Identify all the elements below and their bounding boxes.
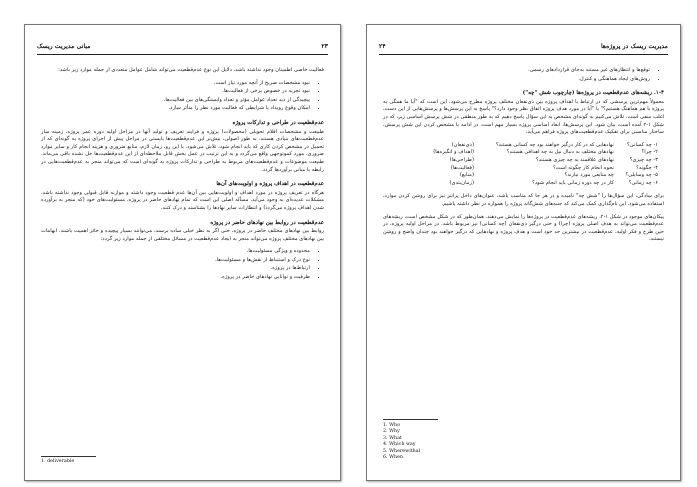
question-row	[383, 165, 664, 173]
question-label: ۵- چه وسایلی؟	[625, 172, 658, 179]
question-row	[383, 180, 664, 188]
question-label: ۳- چه چیزی؟	[629, 156, 658, 163]
bullet-list-1	[41, 80, 324, 113]
question-label: ۶- چه زمانی؟	[628, 179, 658, 186]
section-paragraph: هرگاه در تعریف پروژه در مورد اهداف و اولویت‌هایی بین آن‌ها عدم قطعیت وجود داشته و موازنه قابل قبولی وجود نداشته باشد، مشکلات عدیده‌ای به وجود می‌آید. مسأله اصلی این است که تمام نهادهای حاضر در پروژه، مسئولیت‌های خود (که منجر به برآورده شدن اهداف پروژه می‌گردد) و انتظارات سایر نهادها را بشناسند و درک کنند.	[41, 189, 324, 211]
question-desc: نحوه انجام کار چگونه است؟	[553, 164, 614, 171]
question-row	[383, 157, 664, 165]
question-tag: (اهداف و انگیزه‌ها)	[433, 149, 474, 156]
list-item: • روش‌های ایجاد هماهنگی و کنترل.	[383, 76, 650, 84]
footnote: 5. Wherewithal	[383, 448, 421, 454]
right-page-header-title: مدیریت ریسک در پروژه‌ها	[601, 43, 668, 50]
right-page-header	[379, 42, 668, 55]
section-heading: عدم‌قطعیت در طراحی و تدارکات پروژه	[232, 119, 324, 126]
section-paragraph: طبیعت و مشخصات اقلام تحویلی (محصولات) پروژه و فرایند تعریف و تولید آنها در مراحل اولیه دوره عمر پروژه، زمینه ساز عدم‌قطعیت‌های بنیادی هستند. به طور اصولی، بیش‌تر این عدم‌قطعیت‌ها بایستی در مراحل پیش از اجرای پروژه به گونه‌ای که از تحمیل در مشخص کردن کاری که باید انجام شود، تلاش می‌شود. با این رو، زمان لازم، منابع ضروری و هزینه انجام کار و سایر موارد ضروری، مورد کموتوجهی واقع می‌گردد و به این ترتیب در عمل بخش قابل ملاحظه‌ای از این عدم‌قطعیت‌ها حل نشده باقی می‌ماند. طبیعت موضوعات و عدم‌قطعیت‌های مربوط به طراحی و تدارکات پروژه به گونه‌ای است که می‌تواند منجر به عدم‌قطعیت‌هایی در رابطه با مبانی برآوردها گردد.	[41, 128, 324, 173]
list-item: • نوع درک و استنباط از نقش‌ها و مسئولیت‌ها.	[41, 257, 310, 265]
bullet-list-2	[41, 248, 324, 281]
question-tag: (منابع)	[459, 172, 474, 179]
footnote-rule	[383, 419, 438, 420]
left-page-header-title: مبانی مدیریت ریسک	[37, 43, 91, 50]
list-item: • ارتباط‌ها در پروژه.	[41, 265, 310, 273]
footnote: 3. What	[383, 435, 402, 441]
question-desc: نهادهایی که در کار درگیر خواهند بود چه کسانی هستند؟	[495, 141, 614, 148]
list-item: • توقع‌ها و انتظارهای غیر مستند به‌جای قراردادهای رسمی.	[383, 67, 650, 75]
question-tag: (فعالیت‌ها)	[450, 164, 474, 171]
right-page-number: ۲۴	[379, 43, 386, 50]
footnote: 2. Why	[383, 429, 400, 435]
footnote: 1. deliverable	[41, 459, 75, 464]
list-item: • نبود تجربه در خصوص برخی از فعالیت‌ها.	[41, 88, 310, 96]
left-page-header	[37, 42, 328, 55]
footnote: 4. Which way	[383, 442, 416, 448]
section-heading: عدم‌قطعیت در روابط بین نهادهای حاضر در پروژه	[210, 219, 324, 226]
section-heading: عدم‌قطعیت در اهداف پروژه و اولویت‌های آن‌ها	[216, 181, 324, 188]
right-page-body	[383, 67, 664, 249]
footnote: 6. When	[383, 455, 404, 461]
question-desc: نهادهای علاقمند به چه چیزی هستند؟	[535, 156, 614, 163]
list-item: • پیچیدگی از دید تعداد عوامل مؤثر و تعداد وابستگی‌های بین فعالیت‌ها.	[41, 97, 310, 105]
list-item: • ظرفیت و توانایی نهادهای حاضر در پروژه.	[41, 274, 310, 282]
section-paragraph: معمولاً مهم‌ترین پرسشی که در ارتباط با اهداف پروژه بین ذی‌نفعان مختلف پروژه مطرح می‌شود، این است که "آیا ما همگی به پروژه با هم هماهنگ هستیم؟" یا "آیا در مورد هدف پروژه اتفاق نظر وجود دارد؟" پاسخ به این پرسش‌ها و پرسش‌هایی از این دست، اغلب منفی است. تلاش می‌کنیم به گونه‌ای مشخص به این سؤال پاسخ دهیم که به طور منطقی در شش پرسش اساسی زیر، که در شکل ۱-۲ آمده است، بیان شود. این پرسش‌ها، ابعاد اساسی پروژه بسیار مهم است. در ادامه با مشخص کردن این شش پرسش، ساختار مناسبی برای تفکیک عدم‌قطعیت‌های پروژه فراهم می‌آید.	[383, 98, 664, 136]
left-page	[24, 24, 341, 481]
right-page	[366, 24, 681, 481]
question-desc: کار در چه دوره زمانی باید انجام شود؟	[532, 179, 614, 186]
list-item: • محدوده و ویژگی مسئولیت‌ها.	[41, 248, 310, 256]
footnote-rule	[41, 456, 96, 457]
questions-list	[383, 142, 664, 188]
section-heading: ۱-۴. ریشه‌های عدم‌قطعیت در پروژه‌ها (چارچوب شش "چه")	[522, 90, 664, 97]
bullet-list-top	[383, 67, 664, 83]
section-paragraph: پیکان‌های موجود در شکل ۱-۲، ریشه‌های عدم‌قطعیت در پروژه‌ها را نمایش می‌دهند. همان‌طور که در شکل مشخص است، ریشه‌های عدم‌قطعیت می‌تواند به هدف اصلی پروژه (چرا) و حتی درگیر ذی‌نفعان (چه کسانی) نیز مربوط باشد. در مراحل اولیه پروژه، در حین طرح و فکر اولیه، عدم‌قطعیت در بیشترین حد خود است و هدف پروژه و نهادهایی که درگیر خواهند بود چندان واضح و روشن نیستند.	[383, 213, 664, 243]
intro-paragraph: فعالیت خاصی اطمینان وجود نداشته باشد، دلایل این نوع عدم‌قطعیت می‌تواند شامل عوامل متعددی از جمله موارد زیر باشد:	[58, 67, 324, 73]
list-item: • نبود مشخصات صریح از آنچه مورد نیاز است.	[41, 80, 310, 88]
question-row	[383, 149, 664, 157]
question-row	[383, 172, 664, 180]
list-item: • امکان وقوع رویداد یا شرایطی که فعالیت مورد نظر را متأثر سازد.	[41, 105, 310, 113]
question-desc: چه منابعی مورد نیازند؟	[564, 172, 614, 179]
question-tag: (ذی‌نفعان)	[451, 141, 474, 148]
footnotes	[383, 423, 420, 461]
question-tag: (طراحی‌ها)	[449, 156, 474, 163]
left-page-number: ۲۳	[321, 43, 328, 50]
question-desc: نهادهای مختلف به دنبال نیل به چه اهدافی هستند؟	[506, 149, 614, 156]
question-label: ۲- چرا؟	[641, 149, 658, 156]
question-label: ۱- چه کسانی؟	[626, 141, 658, 148]
question-row	[383, 142, 664, 150]
question-tag: (زمان‌بندی)	[449, 179, 474, 186]
question-label: ۴- چگونه؟	[636, 164, 658, 171]
footnote: 1. Who	[383, 423, 401, 428]
left-page-body	[41, 67, 324, 288]
section-paragraph: روابط بین نهادهای مختلف حاضر در پروژه، حتی اگر به نظر خیلی ساده برسند، می‌توانند بسیار پیچیده و حائز اهمیت باشند. ابهامات بین نهادهای مختلف پروژه می‌تواند منجر به ایجاد عدم‌قطعیت در مسائل مختلفی از جمله موارد زیر گردد:	[41, 228, 324, 242]
section-paragraph: برای سادگی، این سؤال‌ها را "شش چه" نامیده و در هر جا که مناسب باشد، عنوان‌های داخل پرانتز نیز برای روشن کردن موارد، استفاده می‌شود. این نام‌گذاری کمک می‌کند که جنبه‌های شش‌گانه پروژه را همواره در نظر داشته باشیم.	[383, 193, 664, 207]
